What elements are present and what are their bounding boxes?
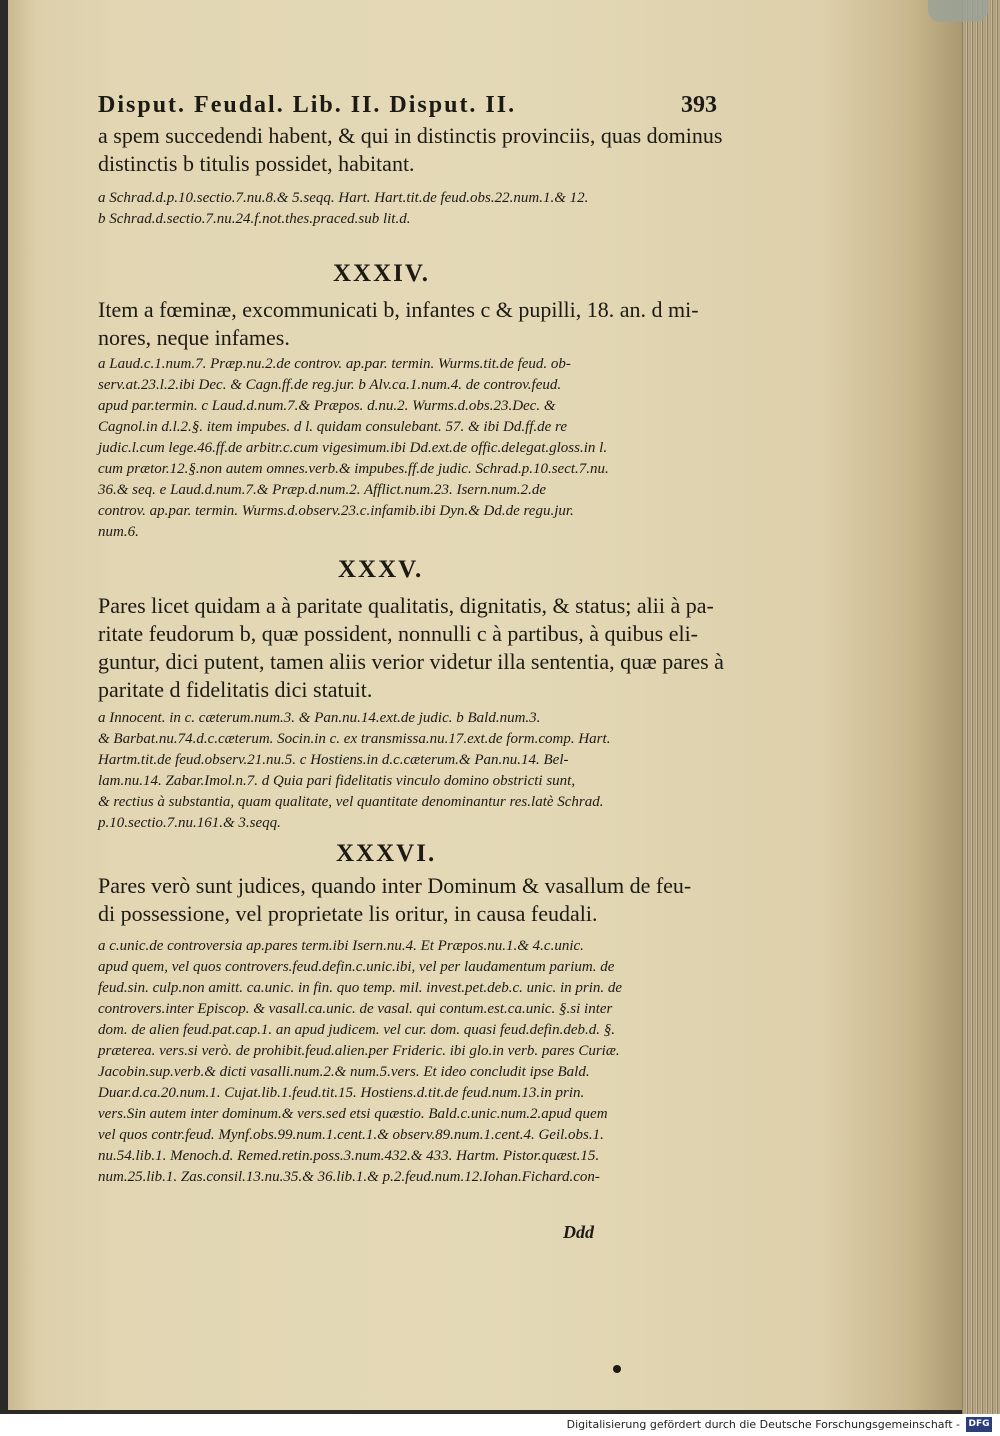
text-line: ritate feudorum b, quæ possident, nonnulli c à partibus, à quibus eli- (98, 621, 699, 646)
running-title: Disput. Feudal. Lib. II. Disput. II. (98, 92, 517, 118)
footnote-line: nu.54.lib.1. Menoch.d. Remed.retin.poss.3.num.432.& 433. Hartm. Pistor.quæst.15. (98, 1148, 600, 1164)
footnote-line: 36.& seq. e Laud.d.num.7.& Præp.d.num.2. Afflict.num.23. Isern.num.2.de (98, 482, 547, 498)
section-heading-34: XXXIV. (333, 260, 430, 287)
footnote-line: præterea. vers.si verò. de prohibit.feud.alien.per Frideric. ibi glo.in verb. pares Curiæ. (98, 1043, 620, 1059)
footnote-line: & Barbat.nu.74.d.c.cæterum. Socin.in c. ex transmissa.nu.17.ext.de form.comp. Hart. (98, 731, 611, 747)
intro-line: a spem succedendi habent, & qui in distinctis provinciis, quas dominus (98, 123, 723, 148)
footnote-line: vers.Sin autem inter dominum.& vers.sed etsi quæstio. Bald.c.unic.num.2.apud quem (98, 1106, 608, 1122)
footnote-line: Jacobin.sup.verb.& dicti vasalli.num.2.& num.5.vers. Et ideo concludit ipse Bald. (98, 1064, 590, 1080)
page-number: 393 (681, 92, 717, 118)
section-heading-36: XXXVI. (336, 840, 437, 867)
footnote-line: controv. ap.par. termin. Wurms.d.observ.23.c.infamib.ibi Dyn.& Dd.de regu.jur. (98, 503, 574, 519)
ink-dot (613, 1365, 621, 1373)
footnote-line: lam.nu.14. Zabar.Imol.n.7. d Quia pari fidelitatis vinculo domino obstricti sunt, (98, 773, 576, 789)
section-heading-35: XXXV. (338, 556, 424, 583)
footnote-line: apud quem, vel quos controvers.feud.defin.c.unic.ibi, vel per laudamentum parium. de (98, 959, 615, 975)
section-36-footnotes (98, 936, 758, 1188)
page-edges (962, 0, 1000, 1414)
text-line: Pares licet quidam a à paritate qualitatis, dignitatis, & status; alii à pa- (98, 593, 714, 618)
text-line: nores, neque infames. (98, 325, 290, 350)
section-36-text (98, 872, 758, 928)
footnote-line: judic.l.cum lege.46.ff.de arbitr.c.cum vigesimum.ibi Dd.ext.de offic.delegat.gloss.in l. (98, 440, 608, 456)
signature-mark: Ddd (563, 1222, 594, 1242)
dfg-logo-icon: DFG (966, 1417, 992, 1432)
footnote-line: Hartm.tit.de feud.observ.21.nu.5. c Hostiens.in d.c.cæterum.& Pan.nu.14. Bel- (98, 752, 569, 768)
footnote-line: b Schrad.d.sectio.7.nu.24.f.not.thes.praced.sub lit.d. (98, 211, 411, 227)
section-34-text (98, 296, 758, 352)
footnote-line: feud.sin. culp.non amitt. ca.unic. in fin. quo temp. mil. invest.pet.deb.c. unic. in prin. de (98, 980, 623, 996)
footnote-line: vel quos contr.feud. Mynf.obs.99.num.1.cent.1.& observ.89.num.1.cent.4. Geil.obs.1. (98, 1127, 604, 1143)
footnote-line: a c.unic.de controversia ap.pares term.ibi Isern.nu.4. Et Præpos.nu.1.& 4.c.unic. (98, 938, 584, 954)
footnote-line: Cagnol.in d.l.2.§. item impubes. d l. quidam consulebant. 57. & ibi Dd.ff.de re (98, 419, 567, 435)
footnote-line: cum prætor.12.§.non autem omnes.verb.& impubes.ff.de judic. Schrad.p.10.sect.7.nu. (98, 461, 609, 477)
section-35-footnotes (98, 708, 758, 834)
footnote-line: serv.at.23.l.2.ibi Dec. & Cagn.ff.de reg.jur. b Alv.ca.1.num.4. de controv.feud. (98, 377, 562, 393)
footnote-line: a Schrad.d.p.10.sectio.7.nu.8.& 5.seqq. Hart. Hart.tit.de feud.obs.22.num.1.& 12. (98, 190, 589, 206)
footnote-line: a Laud.c.1.num.7. Præp.nu.2.de controv. ap.par. termin. Wurms.tit.de feud. ob- (98, 356, 571, 372)
footer-bar (0, 1414, 1000, 1436)
footnote-line: Duar.d.ca.20.num.1. Cujat.lib.1.feud.tit.15. Hostiens.d.tit.de feud.num.13.in prin. (98, 1085, 585, 1101)
book-clip (928, 0, 988, 22)
text-line: Item a fœminæ, excommunicati b, infantes c & pupilli, 18. an. d mi- (98, 297, 699, 322)
footnote-line: & rectius à substantia, quam qualitate, vel quantitate denominantur res.latè Schrad. (98, 794, 604, 810)
intro-footnotes (98, 188, 758, 230)
footnote-line: num.6. (98, 524, 139, 540)
funding-credit: Digitalisierung gefördert durch die Deutsche Forschungsgemeinschaft - (566, 1418, 960, 1431)
book-page (8, 0, 966, 1410)
text-line: di possessione, vel proprietate lis oritur, in causa feudali. (98, 901, 598, 926)
text-line: paritate d fidelitatis dici statuit. (98, 677, 373, 702)
text-line: Pares verò sunt judices, quando inter Dominum & vasallum de feu- (98, 873, 692, 898)
footnote-line: apud par.termin. c Laud.d.num.7.& Præpos. d.nu.2. Wurms.d.obs.23.Dec. & (98, 398, 556, 414)
section-34-footnotes (98, 354, 758, 543)
footnote-line: dom. de alien feud.pat.cap.1. an apud judicem. vel cur. dom. quasi feud.defin.deb.d. §. (98, 1022, 615, 1038)
text-line: guntur, dici putent, tamen aliis verior videtur illa sententia, quæ pares à (98, 649, 724, 674)
intro-line: distinctis b titulis possidet, habitant. (98, 151, 415, 176)
footnote-line: num.25.lib.1. Zas.consil.13.nu.35.& 36.lib.1.& p.2.feud.num.12.Iohan.Fichard.con- (98, 1169, 600, 1185)
footnote-line: p.10.sectio.7.nu.161.& 3.seqq. (98, 815, 281, 831)
footnote-line: controvers.inter Episcop. & vasall.ca.unic. de vasal. qui contum.est.ca.unic. §.si inter (98, 1001, 613, 1017)
footnote-line: a Innocent. in c. cæterum.num.3. & Pan.nu.14.ext.de judic. b Bald.num.3. (98, 710, 541, 726)
section-35-text (98, 592, 758, 704)
intro-paragraph (98, 122, 758, 178)
